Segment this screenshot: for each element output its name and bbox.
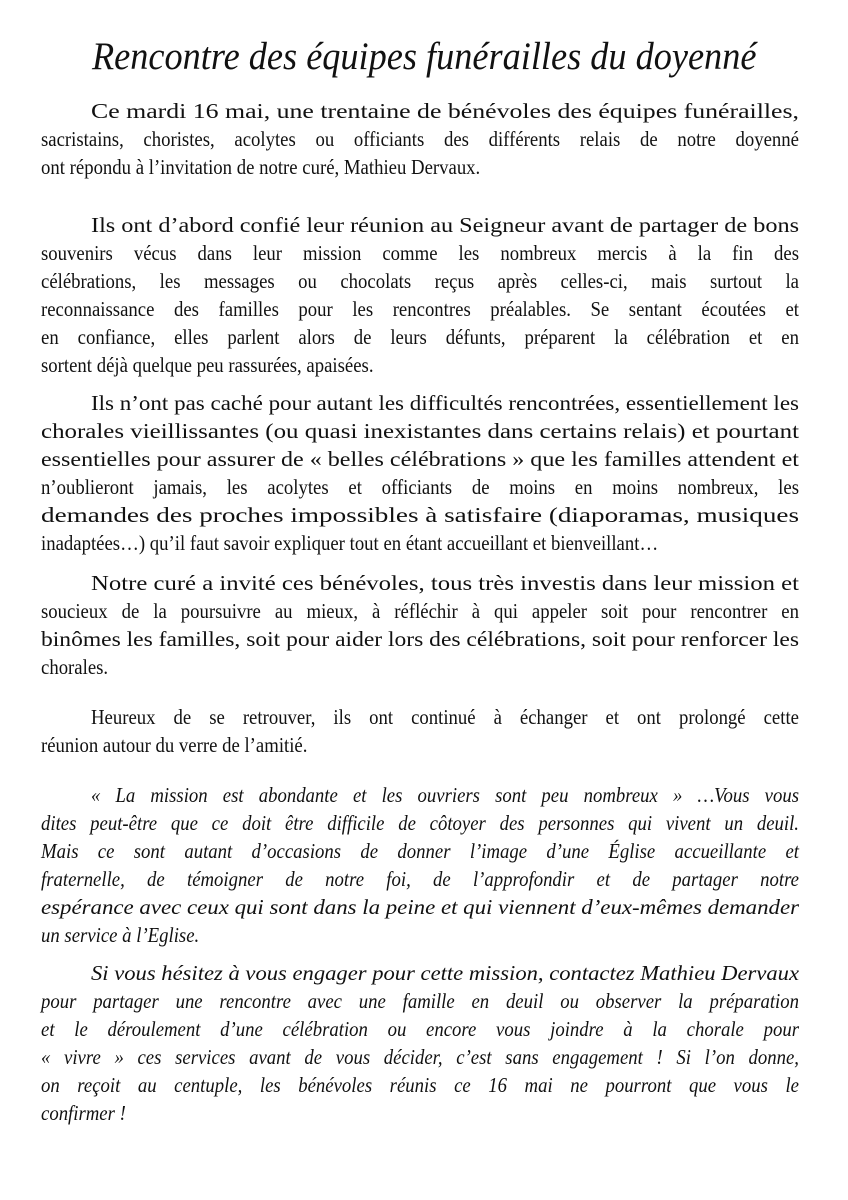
text-line-content: et le déroulement d’une célébration ou encore vous joindre à la chorale pour (41, 1017, 799, 1041)
text-line-content: réunion autour du verre de l’amitié. (41, 733, 308, 757)
text-line (41, 239, 799, 267)
text-line-content: Ils n’ont pas caché pour autant les difficultés rencontrées, essentiellement les (91, 391, 799, 415)
text-line-content: en confiance, elles parlent alors de leurs défunts, préparent la célébration et en (41, 325, 799, 349)
text-line (41, 865, 799, 893)
text-line-content: « La mission est abondante et les ouvriers sont peu nombreux » …Vous vous (91, 783, 799, 807)
text-line (41, 125, 799, 153)
text-line-content: Heureux de se retrouver, ils ont continué à échanger et ont prolongé cette (91, 705, 799, 729)
text-line-content: demandes des proches impossibles à satisfaire (diaporamas, musiques (41, 503, 799, 527)
text-line (41, 97, 799, 125)
text-line (41, 653, 799, 681)
text-line (41, 809, 799, 837)
text-line (41, 473, 799, 501)
text-line (41, 893, 799, 921)
text-line-content: sortent déjà quelque peu rassurées, apaisées. (41, 353, 374, 377)
text-line (41, 1015, 799, 1043)
text-line (41, 389, 799, 417)
text-line-content: ont répondu à l’invitation de notre curé, Mathieu Dervaux. (41, 155, 481, 179)
text-line-content: fraternelle, de témoigner de notre foi, de l’approfondir et de partager notre (41, 867, 799, 891)
text-line (41, 731, 799, 759)
text-line (41, 529, 799, 557)
text-line-content: Si vous hésitez à vous engager pour cette mission, contactez Mathieu Dervaux (91, 961, 799, 985)
text-line-content: confirmer ! (41, 1101, 126, 1125)
paragraph-invitation (41, 569, 799, 681)
text-line (41, 1099, 799, 1127)
text-line (41, 445, 799, 473)
paragraph-conviviality (41, 703, 799, 759)
text-line-content: un service à l’Eglise. (41, 923, 200, 947)
text-line (41, 267, 799, 295)
text-line (41, 987, 799, 1015)
paragraph-difficulties (41, 389, 799, 557)
text-line (41, 625, 799, 653)
paragraph-memories (41, 211, 799, 379)
text-line (41, 1043, 799, 1071)
text-line (41, 781, 799, 809)
text-line-content: pour partager une rencontre avec une famille en deuil ou observer la préparation (41, 989, 799, 1013)
text-line (41, 501, 799, 529)
paragraph-intro (41, 97, 799, 181)
text-line-content: soucieux de la poursuivre au mieux, à réfléchir à qui appeler soit pour rencontrer en (41, 599, 799, 623)
text-line-content: inadaptées…) qu’il faut savoir expliquer tout en étant accueillant et bienveillant… (41, 531, 659, 555)
text-line-content: chorales. (41, 655, 109, 679)
text-line-content: Notre curé a invité ces bénévoles, tous très investis dans leur mission et (91, 571, 799, 595)
text-line-content: on reçoit au centuple, les bénévoles réunis ce 16 mai ne pourront que vous le (41, 1073, 799, 1097)
paragraph-mission-quote (41, 781, 799, 949)
text-line (41, 211, 799, 239)
text-line-content: souvenirs vécus dans leur mission comme les nombreux mercis à la fin des (41, 241, 799, 265)
text-line (41, 837, 799, 865)
text-line (41, 597, 799, 625)
text-line-content: sacristains, choristes, acolytes ou officiants des différents relais de notre doyenné (41, 127, 799, 151)
text-line (41, 323, 799, 351)
text-line-content: binômes les familles, soit pour aider lors des célébrations, soit pour renforcer les (41, 627, 799, 651)
text-line-content: Ils ont d’abord confié leur réunion au Seigneur avant de partager de bons (91, 213, 800, 237)
text-line-content: dites peut-être que ce doit être difficile de côtoyer des personnes qui vivent un deuil. (41, 811, 799, 835)
text-line-content: n’oublieront jamais, les acolytes et officiants de moins en moins nombreux, les (41, 475, 799, 499)
text-line (41, 569, 799, 597)
text-line (41, 417, 799, 445)
text-line-content: Mais ce sont autant d’occasions de donner l’image d’une Église accueillante et (41, 839, 799, 863)
text-line-content: essentielles pour assurer de « belles célébrations » que les familles attendent et (41, 447, 799, 471)
text-line (41, 295, 799, 323)
text-line-content: célébrations, les messages ou chocolats reçus après celles-ci, mais surtout la (41, 269, 799, 293)
paragraph-call-to-action (41, 959, 799, 1127)
document-title (0, 32, 848, 82)
text-line (41, 1071, 799, 1099)
text-line-content: Ce mardi 16 mai, une trentaine de bénévoles des équipes funérailles, (91, 99, 800, 123)
text-line (41, 703, 799, 731)
text-line-content: chorales vieillissantes (ou quasi inexistantes dans certains relais) et pourtant (41, 419, 799, 443)
text-line-content: « vivre » ces services avant de vous décider, c’est sans engagement ! Si l’on donne, (41, 1045, 799, 1069)
text-line-content: reconnaissance des familles pour les rencontres préalables. Se sentant écoutées et (41, 297, 799, 321)
text-line-content: espérance avec ceux qui sont dans la peine et qui viennent d’eux-mêmes demander (41, 895, 799, 919)
text-line (41, 921, 799, 949)
document-title-text: Rencontre des équipes funérailles du doyenné (91, 35, 757, 78)
text-line (41, 351, 799, 379)
text-line (41, 959, 799, 987)
text-line (41, 153, 799, 181)
